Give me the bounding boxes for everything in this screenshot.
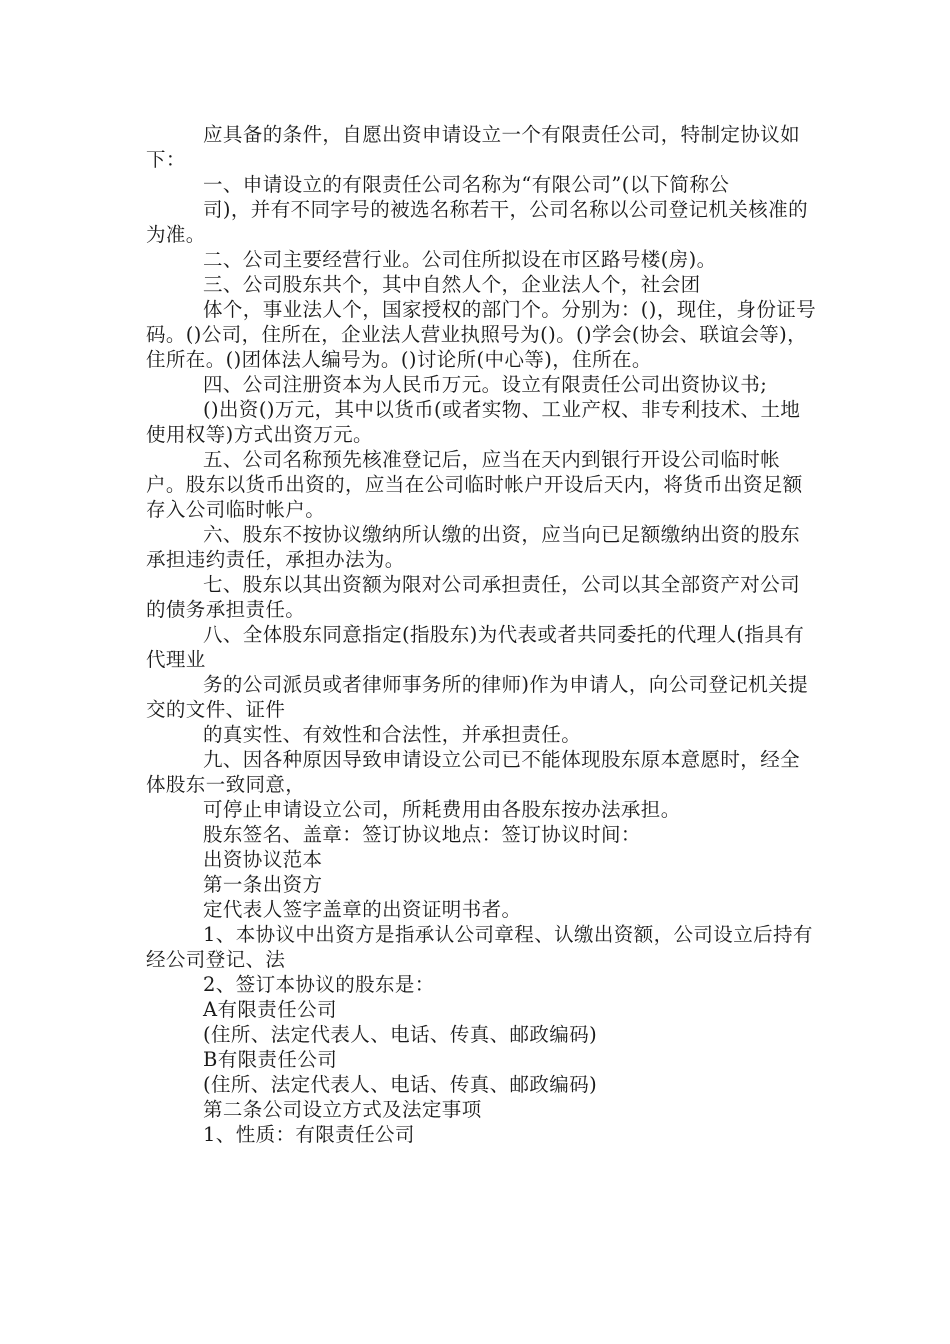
paragraph: 定代表人签字盖章的出资证明书者。 [203, 898, 522, 921]
party-name: B有限责任公司 [203, 1048, 338, 1071]
section-heading: 出资协议范本 [203, 848, 323, 871]
party-name: A有限责任公司 [203, 998, 337, 1021]
paragraph: 一、申请设立的有限责任公司名称为“有限公司”(以下简称公 [203, 173, 730, 196]
party-details: (住所、法定代表人、电话、传真、邮政编码) [203, 1023, 598, 1046]
paragraph: 可停止申请设立公司，所耗费用由各股东按办法承担。 [203, 798, 681, 821]
paragraph: 1、性质：有限责任公司 [203, 1123, 415, 1146]
paragraph: 七、股东以其出资额为限对公司承担责任，公司以其全部资产对公司的债务承担责任。 [146, 573, 801, 621]
paragraph: ()出资()万元，其中以货币(或者实物、工业产权、非专利技术、土地使用权等)方式出资万元。 [146, 398, 801, 446]
paragraph: 六、股东不按协议缴纳所认缴的出资，应当向已足额缴纳出资的股东承担违约责任，承担办法为。 [146, 523, 801, 571]
paragraph: 四、公司注册资本为人民币万元。设立有限责任公司出资协议书; [203, 373, 768, 396]
paragraph: 九、因各种原因导致申请设立公司已不能体现股东原本意愿时，经全体股东一致同意， [146, 748, 801, 796]
section-heading: 第二条公司设立方式及法定事项 [203, 1098, 482, 1121]
paragraph: 司)，并有不同字号的被选名称若干，公司名称以公司登记机关核准的为准。 [146, 198, 809, 246]
paragraph: 的真实性、有效性和合法性，并承担责任。 [203, 723, 582, 746]
paragraph: 应具备的条件，自愿出资申请设立一个有限责任公司，特制定协议如下： [146, 123, 801, 171]
paragraph: 股东签名、盖章：签订协议地点：签订协议时间： [203, 823, 641, 846]
paragraph: 五、公司名称预先核准登记后，应当在天内到银行开设公司临时帐户。股东以货币出资的，应当在公司临时帐户开设后天内，将货币出资足额存入公司临时帐户。 [146, 448, 803, 521]
paragraph: 2、签订本协议的股东是： [203, 973, 435, 996]
paragraph: 八、全体股东同意指定(指股东)为代表或者共同委托的代理人(指具有代理业 [146, 623, 805, 671]
paragraph: 务的公司派员或者律师事务所的律师)作为申请人，向公司登记机关提交的文件、证件 [146, 673, 809, 721]
document-body [146, 122, 818, 1147]
paragraph: 体个，事业法人个，国家授权的部门个。分别为：()，现住，身份证号码。()公司，住所在，企业法人营业执照号为()。()学会(协会、联谊会等)，住所在。()团体法人编号为。()讨论所(中心等)，住所在。 [146, 298, 817, 371]
paragraph: 二、公司主要经营行业。公司住所拟设在市区路号楼(房)。 [203, 248, 717, 271]
section-heading: 第一条出资方 [203, 873, 323, 896]
paragraph: 1、本协议中出资方是指承认公司章程、认缴出资额，公司设立后持有经公司登记、法 [146, 923, 813, 971]
paragraph: 三、公司股东共个，其中自然人个，企业法人个，社会团 [203, 273, 701, 296]
party-details: (住所、法定代表人、电话、传真、邮政编码) [203, 1073, 598, 1096]
